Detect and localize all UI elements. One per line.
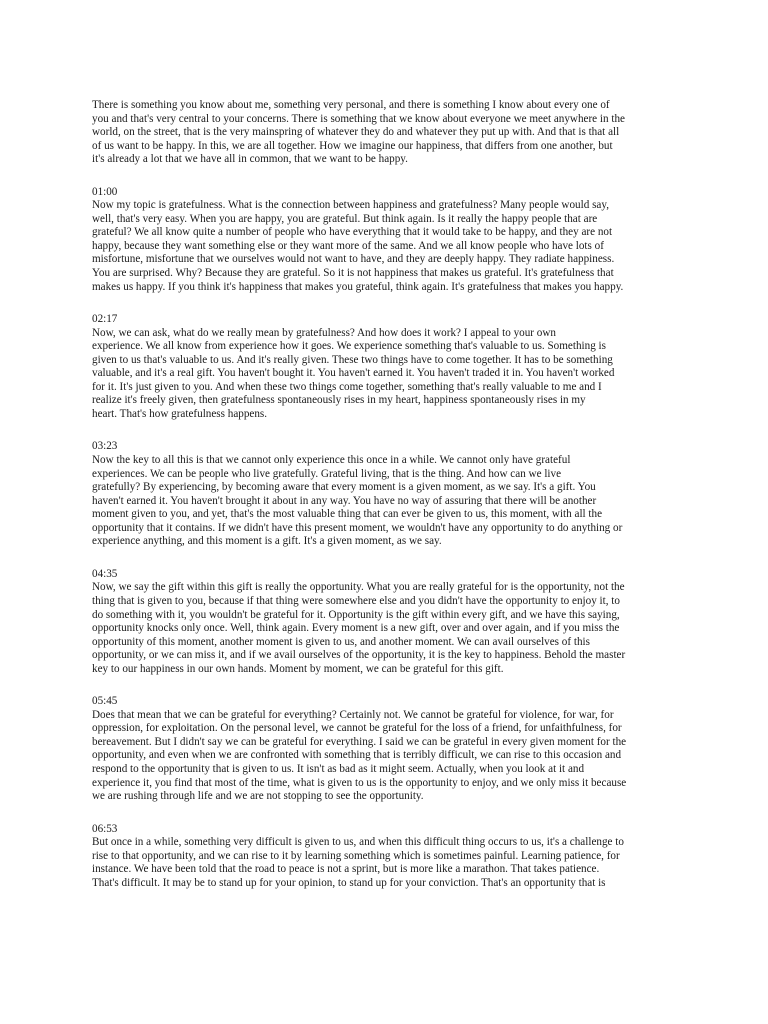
text-line: thing that is given to you, because if that thing were somewhere else and you didn't have the opportunity to enjoy it, to (92, 594, 620, 607)
text-line: key to our happiness in our own hands. Moment by moment, we can be grateful for this gift. (92, 662, 504, 675)
text-line: There is something you know about me, something very personal, and there is something I know about every one of (92, 99, 610, 111)
paragraph-text (92, 581, 688, 676)
section-04-35 (92, 568, 688, 676)
timestamp: 06:53 (92, 822, 118, 835)
paragraph-text (92, 99, 688, 167)
text-line: That's difficult. It may be to stand up for your opinion, to stand up for your conviction. That's an opportunity that is (92, 876, 606, 889)
section-03-23 (92, 440, 688, 548)
text-line: Does that mean that we can be grateful for everything? Certainly not. We cannot be grateful for violence, for war, for (92, 708, 614, 721)
paragraph-text (92, 327, 688, 422)
text-line: experience. We all know from experience how it goes. We experience something that's valuable to us. Something is (92, 340, 606, 353)
text-line: oppression, for exploitation. On the personal level, we cannot be grateful for the loss of a friend, for unfaithfulness, for (92, 722, 622, 735)
text-line: opportunity, or we can miss it, and if we avail ourselves of the opportunity, it is the key to happiness. Behold the master (92, 649, 626, 662)
paragraph-text (92, 454, 688, 549)
text-line: for it. It's just given to you. And when these two things come together, something that's really valuable to me and I (92, 380, 602, 393)
text-line: of us want to be happy. In this, we are all together. How we imagine our happiness, that differs from one another, but (92, 139, 613, 152)
text-line: experience anything, and this moment is a gift. It's a given moment, as we say. (92, 535, 442, 548)
text-line: bereavement. But I didn't say we can be grateful for everything. I said we can be grateful in every given moment for the (92, 735, 627, 748)
paragraph-text (92, 199, 688, 294)
text-line: do something with it, you wouldn't be grateful for it. Opportunity is the gift within every gift, and we have this saying, (92, 608, 620, 621)
text-line: grateful? We all know quite a number of people who have everything that it would take to be happy, and they are not (92, 226, 613, 239)
paragraph-text (92, 709, 688, 804)
text-line: given to us that's valuable to us. And it's really given. These two things have to come together. It has to be something (92, 353, 613, 366)
timestamp: 01:00 (92, 185, 118, 198)
text-line: world, on the street, that is the very mainspring of whatever they do and whatever they put up with. And that is that all (92, 126, 620, 139)
section-01-00 (92, 186, 688, 294)
paragraph-intro (92, 99, 688, 167)
text-line: misfortune, misfortune that we ourselves would not want to have, and they are deeply happy. They radiate happiness. (92, 253, 615, 266)
text-line: But once in a while, something very difficult is given to us, and when this difficult thing occurs to us, it's a challenge to (92, 836, 624, 849)
text-line: valuable, and it's a real gift. You haven't bought it. You haven't earned it. You haven't traded it in. You haven't worked (92, 367, 615, 380)
text-line: Now my topic is gratefulness. What is the connection between happiness and gratefulness? Many people would say, (92, 199, 609, 212)
text-line: heart. That's how gratefulness happens. (92, 407, 268, 420)
timestamp: 04:35 (92, 567, 118, 580)
section-05-45 (92, 695, 688, 803)
timestamp: 05:45 (92, 695, 118, 708)
text-line: Now, we say the gift within this gift is really the opportunity. What you are really grateful for is the opportunity, not the (92, 581, 625, 594)
timestamp: 02:17 (92, 313, 118, 326)
text-line: Now, we can ask, what do we really mean by gratefulness? And how does it work? I appeal to your own (92, 326, 556, 339)
text-line: we are rushing through life and we are not stopping to see the opportunity. (92, 790, 424, 803)
text-line: opportunity that it contains. If we didn't have this present moment, we wouldn't have any opportunity to do anything or (92, 521, 623, 534)
paragraph-text (92, 836, 688, 890)
text-line: realize it's freely given, then gratefulness spontaneously rises in my heart, happiness spontaneously rises in my (92, 394, 586, 407)
text-line: You are surprised. Why? Because they are grateful. So it is not happiness that makes us grateful. It's gratefulness that (92, 267, 614, 280)
text-line: happy, because they want something else or they want more of the same. And we all know people who have lots of (92, 239, 604, 252)
text-line: rise to that opportunity, and we can rise to it by learning something which is sometimes painful. Learning patience, for (92, 849, 620, 862)
text-line: well, that's very easy. When you are happy, you are grateful. But think again. Is it really the happy people that are (92, 212, 598, 225)
text-line: experience it, you find that most of the time, what is given to us is the opportunity to enjoy, and we only miss it because (92, 776, 627, 789)
text-line: opportunity knocks only once. Well, think again. Every moment is a new gift, over and over again, and if you miss the (92, 622, 620, 635)
text-line: gratefully? By experiencing, by becoming aware that every moment is a given moment, as we say. It's a gift. You (92, 481, 596, 494)
section-02-17 (92, 313, 688, 421)
text-line: instance. We have been told that the road to peace is not a sprint, but is more like a marathon. That takes patience. (92, 863, 600, 876)
text-line: you and that's very central to your concerns. There is something that we know about everyone we meet anywhere in the (92, 112, 625, 125)
text-line: opportunity, and even when we are confronted with something that is terribly difficult, we can rise to this occasion and (92, 749, 622, 762)
text-line: opportunity of this moment, another moment is given to us, and another moment. We can avail ourselves of this (92, 635, 590, 648)
text-line: haven't earned it. You haven't brought it about in any way. You have no way of assuring that there will be another (92, 494, 597, 507)
text-line: experiences. We can be people who live gratefully. Grateful living, that is the thing. And how can we live (92, 467, 562, 480)
text-line: moment given to you, and yet, that's the most valuable thing that can ever be given to us, this moment, with all the (92, 508, 603, 521)
section-06-53 (92, 823, 688, 891)
text-line: makes us happy. If you think it's happiness that makes you grateful, think again. It's gratefulness that makes you happy. (92, 280, 624, 293)
text-line: it's already a lot that we have all in common, that we want to be happy. (92, 153, 408, 166)
text-line: respond to the opportunity that is given to us. It isn't as bad as it might seem. Actually, when you look at it and (92, 762, 585, 775)
text-line: Now the key to all this is that we cannot only experience this once in a while. We cannot only have grateful (92, 454, 571, 467)
timestamp: 03:23 (92, 440, 118, 453)
